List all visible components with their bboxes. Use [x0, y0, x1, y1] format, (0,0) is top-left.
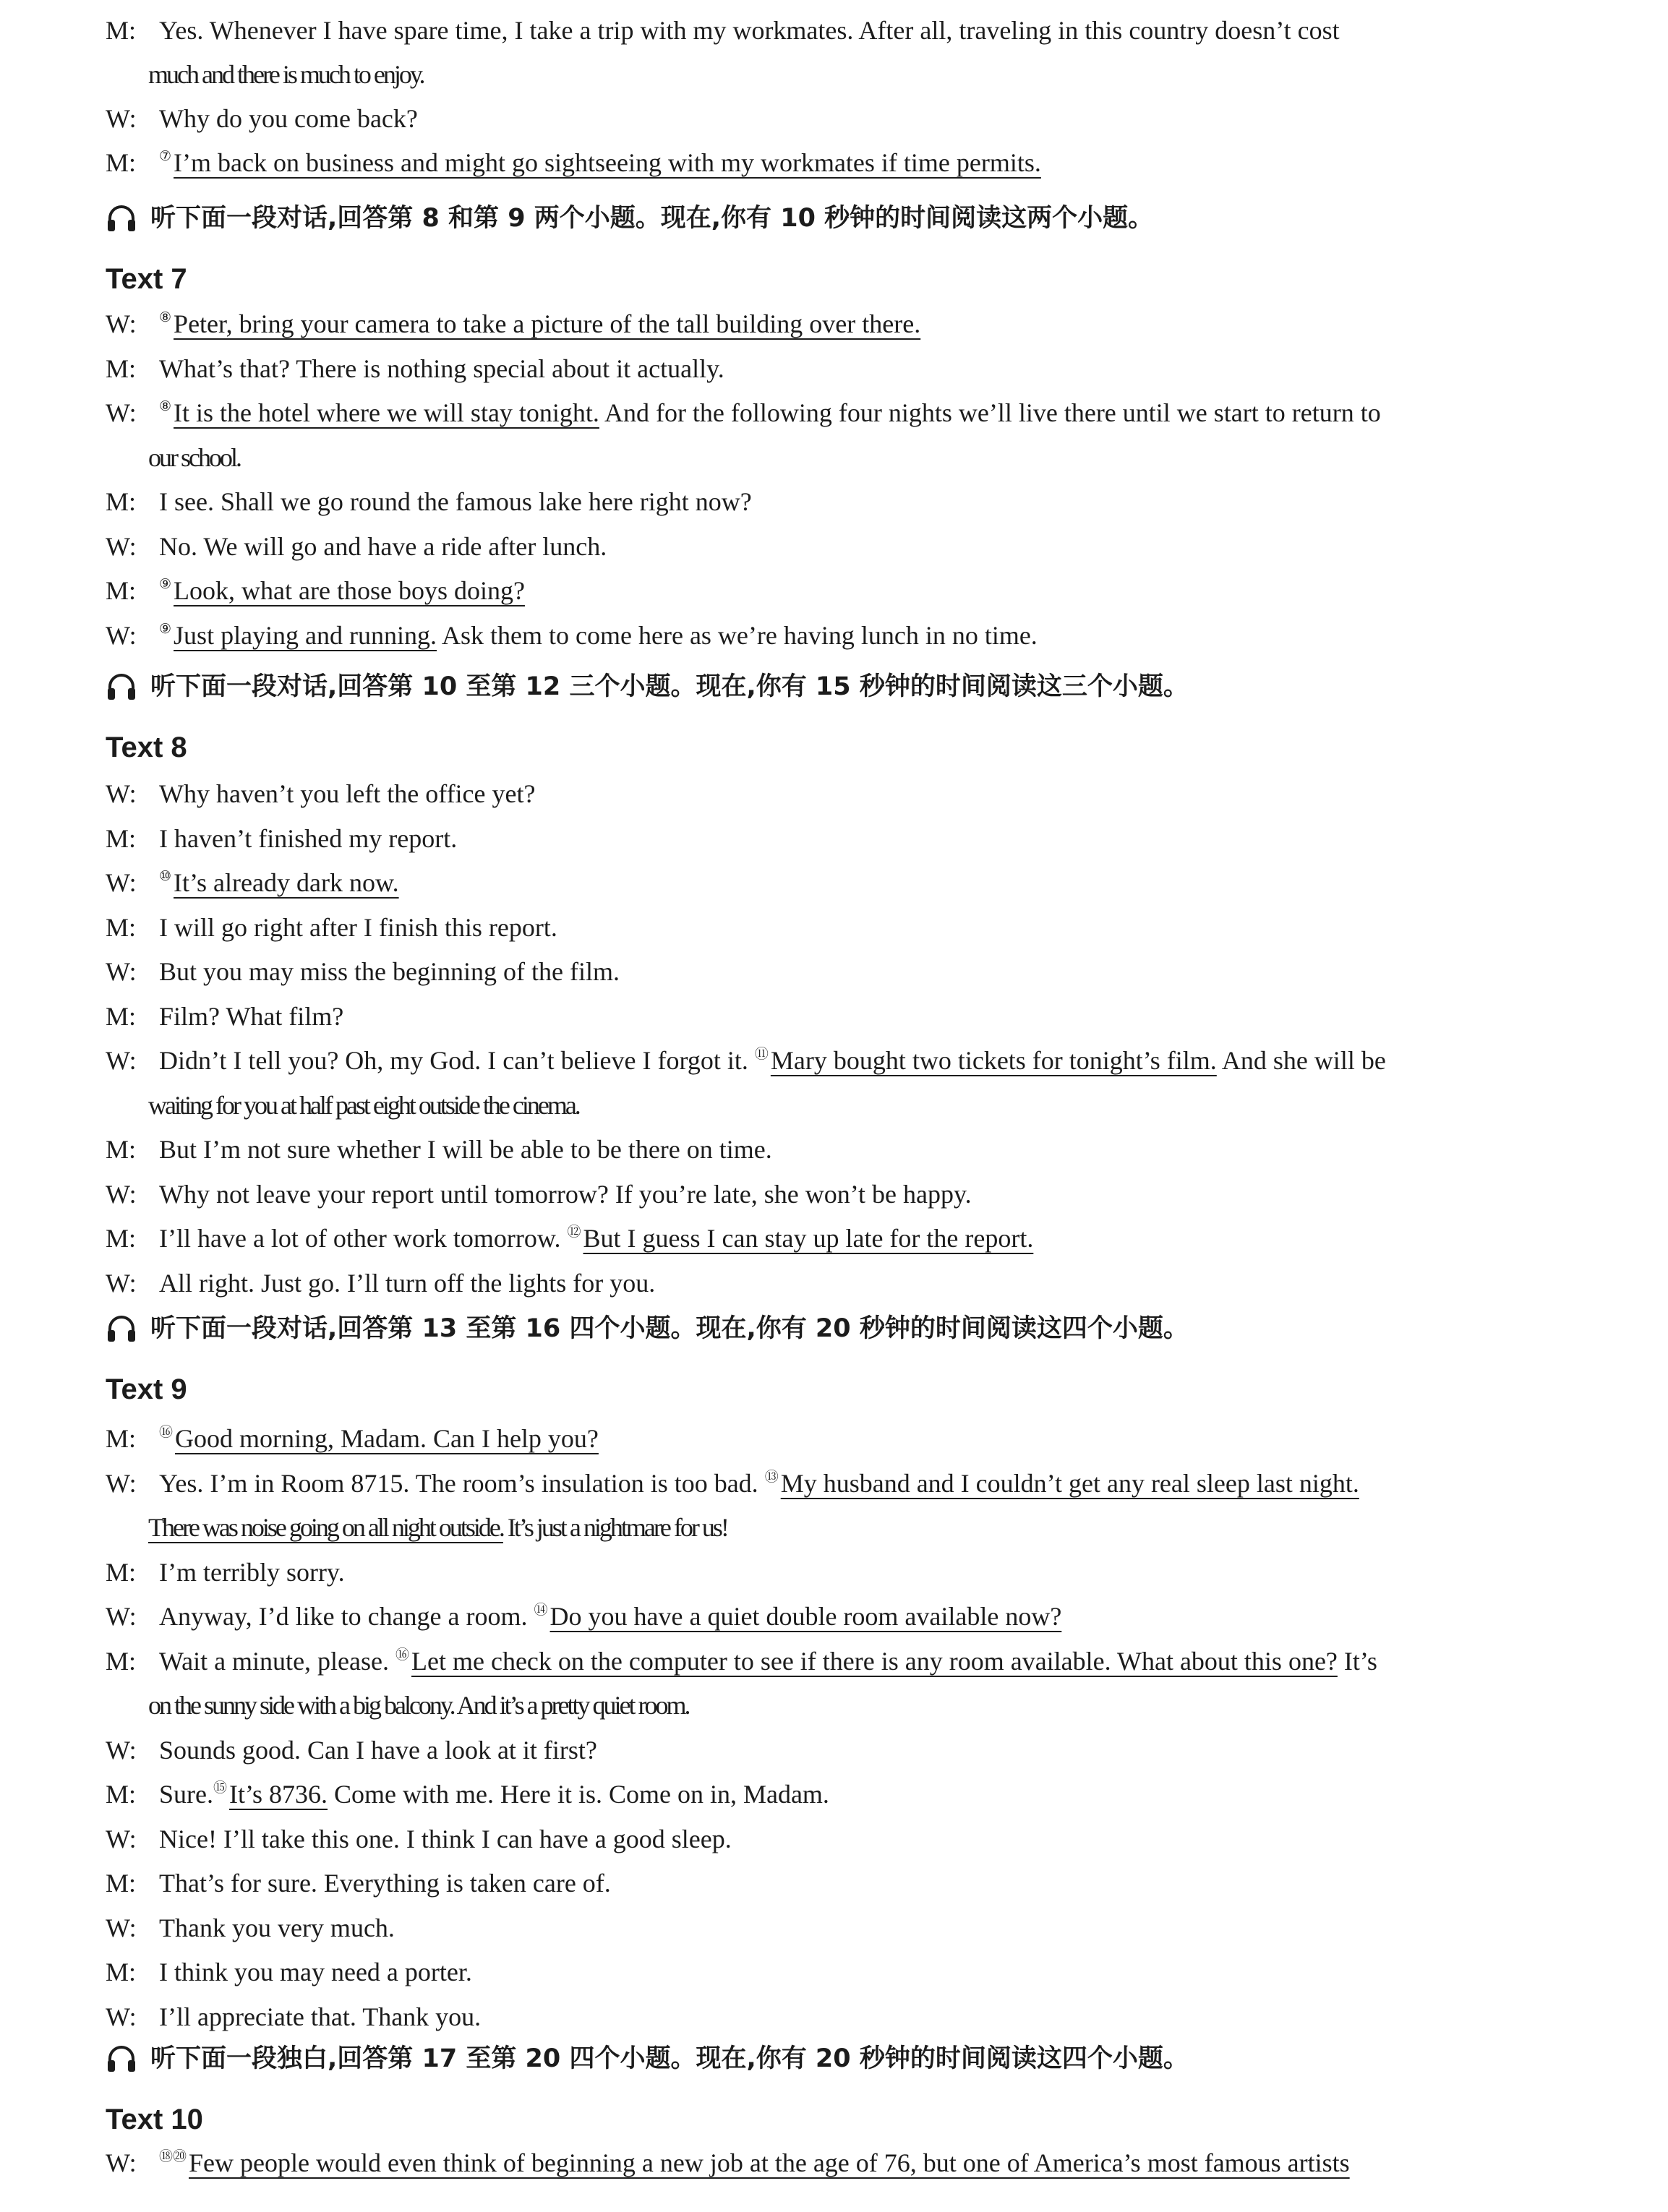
dialogue-line — [106, 302, 1596, 346]
speaker-label: W: — [106, 868, 137, 897]
speaker-label: W: — [106, 1824, 137, 1853]
dialogue-text: That’s for sure. Everything is taken care of. — [159, 1869, 611, 1898]
dialogue-text: I’ll appreciate that. Thank you. — [159, 2002, 482, 2031]
speaker-label: M: — [106, 823, 137, 853]
underlined-answer-text: It’s 8736. — [229, 1780, 328, 1809]
dialogue-line — [106, 1173, 1596, 1216]
dialogue-line — [106, 347, 1596, 390]
dialogue-line — [106, 772, 1596, 815]
speaker-label: W: — [106, 1046, 137, 1075]
text7-heading: Text 7 — [106, 263, 187, 295]
speaker-label: W: — [106, 779, 137, 808]
instruction-text: 听下面一段对话,回答第 13 至第 16 四个小题。现在,你有 20 秒钟的时间阅读这四个小题。 — [150, 1314, 1189, 1343]
dialogue-line — [106, 97, 1596, 140]
speaker-label: W: — [106, 398, 137, 427]
question-number-marker: ⑫ — [567, 1225, 581, 1240]
underlined-answer-text: It’s already dark now. — [174, 868, 399, 897]
underlined-answer-text: Do you have a quiet double room available now? — [549, 1602, 1062, 1631]
question-number-marker: ⑨ — [159, 621, 172, 637]
dialogue-line — [106, 525, 1596, 568]
dialogue-line-continuation — [148, 1684, 1639, 1727]
dialogue-line — [106, 1261, 1596, 1305]
speaker-label: W: — [106, 1602, 137, 1631]
dialogue-line — [106, 1772, 1596, 1816]
question-number-marker: ⑨ — [159, 577, 172, 592]
dialogue-text: Sure. — [159, 1780, 213, 1809]
dialogue-line — [106, 1728, 1596, 1772]
dialogue-line-continuation — [148, 1506, 1639, 1549]
speaker-label: W: — [106, 309, 137, 338]
instruction-text: 听下面一段独白,回答第 17 至第 20 四个小题。现在,你有 20 秒钟的时间阅读这四个小题。 — [150, 2044, 1189, 2073]
underlined-answer-text: Look, what are those boys doing? — [174, 576, 525, 605]
headphone-icon — [106, 670, 137, 699]
dialogue-line — [106, 480, 1596, 523]
dialogue-text: Why haven’t you left the office yet? — [159, 779, 536, 808]
dialogue-line — [106, 817, 1596, 860]
speaker-label: M: — [106, 1557, 137, 1587]
underlined-answer-text: I’m back on business and might go sightseeing with my workmates if time permits. — [174, 148, 1041, 177]
question-number-marker: ⑬ — [764, 1469, 779, 1485]
dialogue-line-continuation — [148, 1084, 1639, 1127]
dialogue-text: I’m terribly sorry. — [159, 1557, 345, 1587]
dialogue-text: And she will be — [1216, 1046, 1386, 1075]
dialogue-line — [106, 1639, 1596, 1683]
speaker-label: M: — [106, 1135, 137, 1164]
speaker-label: W: — [106, 1913, 137, 1942]
speaker-label: M: — [106, 16, 137, 45]
speaker-label: W: — [106, 620, 137, 650]
headphone-icon — [106, 2042, 137, 2071]
speaker-label: M: — [106, 1224, 137, 1253]
dialogue-text: I will go right after I finish this report. — [159, 912, 557, 942]
instruction-2 — [106, 664, 1189, 710]
speaker-label: M: — [106, 1646, 137, 1676]
dialogue-line — [106, 1861, 1596, 1905]
dialogue-text: It’s — [1337, 1646, 1377, 1676]
text9-heading: Text 9 — [106, 1373, 187, 1405]
instruction-text: 听下面一段对话,回答第 10 至第 12 三个小题。现在,你有 15 秒钟的时间阅读这三个小题。 — [150, 672, 1189, 701]
dialogue-text: Why do you come back? — [159, 104, 418, 133]
speaker-label: M: — [106, 487, 137, 516]
dialogue-line — [106, 9, 1596, 52]
dialogue-text: I’ll have a lot of other work tomorrow. — [159, 1224, 568, 1253]
question-number-marker: ⑮ — [213, 1780, 228, 1796]
question-number-marker: ⑯ — [159, 1425, 174, 1440]
dialogue-text: Anyway, I’d like to change a room. — [159, 1602, 534, 1631]
dialogue-line — [106, 1462, 1596, 1505]
underlined-answer-text: Few people would even think of beginning a new job at the age of 76, but one of America’s most famous artists — [189, 2148, 1350, 2177]
question-number-marker: ⑱⑳ — [159, 2149, 187, 2164]
dialogue-text: our school. — [148, 442, 240, 472]
underlined-answer-text: There was noise going on all night outside. — [148, 1513, 503, 1542]
text8-heading: Text 8 — [106, 732, 187, 763]
dialogue-text: Ask them to come here as we’re having lunch in no time. — [437, 620, 1038, 650]
dialogue-line — [106, 950, 1596, 993]
dialogue-line — [106, 1217, 1596, 1260]
speaker-label: M: — [106, 148, 137, 177]
dialogue-line — [106, 906, 1596, 949]
dialogue-text: I think you may need a porter. — [159, 1958, 472, 1986]
dialogue-text: much and there is much to enjoy. — [148, 60, 424, 89]
dialogue-text: Sounds good. Can I have a look at it first? — [159, 1735, 597, 1765]
dialogue-line — [106, 1817, 1596, 1861]
speaker-label: W: — [106, 2002, 137, 2031]
question-number-marker: ⑩ — [159, 869, 172, 884]
instruction-1 — [106, 195, 1153, 241]
dialogue-line — [106, 1551, 1596, 1594]
text10-heading: Text 10 — [106, 2104, 203, 2135]
speaker-label: M: — [106, 353, 137, 383]
speaker-label: W: — [106, 957, 137, 986]
underlined-answer-text: My husband and I couldn’t get any real sleep last night. — [780, 1468, 1359, 1498]
dialogue-text: I see. Shall we go round the famous lake here right now? — [159, 487, 752, 516]
dialogue-text: Why not leave your report until tomorrow? If you’re late, she won’t be happy. — [159, 1179, 972, 1209]
dialogue-text: Come with me. Here it is. Come on in, Madam. — [328, 1780, 829, 1809]
underlined-answer-text: Let me check on the computer to see if there is any room available. What about this one? — [411, 1646, 1338, 1676]
dialogue-text: All right. Just go. I’ll turn off the lights for you. — [159, 1268, 656, 1298]
dialogue-text: What’s that? There is nothing special about it actually. — [159, 353, 724, 383]
speaker-label: M: — [106, 912, 137, 942]
instruction-3 — [106, 1306, 1189, 1352]
dialogue-text: It’s just a nightmare for us! — [502, 1513, 727, 1542]
underlined-answer-text: Peter, bring your camera to take a picture of the tall building over there. — [174, 309, 921, 338]
question-number-marker: ⑭ — [534, 1603, 548, 1618]
speaker-label: M: — [106, 576, 137, 605]
headphone-icon — [106, 202, 137, 231]
underlined-answer-text: Just playing and running. — [174, 620, 437, 650]
dialogue-line — [106, 141, 1596, 184]
dialogue-text: I haven’t finished my report. — [159, 823, 458, 853]
dialogue-line — [106, 995, 1596, 1038]
instruction-4 — [106, 2036, 1189, 2082]
speaker-label: W: — [106, 1468, 137, 1498]
dialogue-text: waiting for you at half past eight outside the cinema. — [148, 1090, 579, 1120]
dialogue-line — [106, 1128, 1596, 1171]
dialogue-text: And for the following four nights we’ll live there until we start to return to — [599, 398, 1381, 427]
question-number-marker: ⑯ — [395, 1647, 410, 1663]
dialogue-line — [106, 1950, 1596, 1994]
dialogue-line-continuation — [148, 436, 1639, 479]
dialogue-line-continuation — [148, 53, 1639, 96]
instruction-text: 听下面一段对话,回答第 8 和第 9 两个小题。现在,你有 10 秒钟的时间阅读这两个小题。 — [150, 204, 1154, 233]
speaker-label: W: — [106, 2148, 137, 2177]
dialogue-line — [106, 1039, 1596, 1082]
dialogue-line — [106, 2141, 1596, 2185]
speaker-label: M: — [106, 1001, 137, 1031]
dialogue-text: No. We will go and have a ride after lunch. — [159, 531, 607, 561]
question-number-marker: ⑦ — [159, 149, 172, 164]
underlined-answer-text: Good morning, Madam. Can I help you? — [175, 1424, 599, 1453]
dialogue-text: But I’m not sure whether I will be able to be there on time. — [159, 1135, 772, 1164]
dialogue-line — [106, 1595, 1596, 1638]
dialogue-line — [106, 1995, 1596, 2039]
question-number-marker: ⑧ — [159, 399, 172, 414]
question-number-marker: ⑪ — [754, 1047, 769, 1062]
dialogue-line — [106, 614, 1596, 657]
dialogue-line — [106, 1417, 1596, 1460]
dialogue-text: Didn’t I tell you? Oh, my God. I can’t believe I forgot it. — [159, 1046, 755, 1075]
dialogue-text: Film? What film? — [159, 1001, 344, 1031]
dialogue-text: on the sunny side with a big balcony. And it’s a pretty quiet room. — [148, 1691, 689, 1720]
speaker-label: M: — [106, 1780, 137, 1809]
headphone-icon — [106, 1312, 137, 1341]
dialogue-line — [106, 391, 1596, 434]
speaker-label: W: — [106, 531, 137, 561]
dialogue-text: Yes. I’m in Room 8715. The room’s insulation is too bad. — [159, 1468, 765, 1498]
dialogue-text: Thank you very much. — [159, 1913, 395, 1942]
dialogue-text: Wait a minute, please. — [159, 1646, 395, 1676]
dialogue-line — [106, 861, 1596, 904]
underlined-answer-text: But I guess I can stay up late for the report. — [583, 1224, 1034, 1253]
dialogue-text: Yes. Whenever I have spare time, I take a trip with my workmates. After all, traveling in this country doesn’t cost — [159, 16, 1340, 45]
dialogue-text: But you may miss the beginning of the film. — [159, 957, 620, 986]
speaker-label: M: — [106, 1869, 137, 1898]
speaker-label: W: — [106, 1268, 137, 1298]
dialogue-line — [106, 1906, 1596, 1950]
speaker-label: W: — [106, 104, 137, 133]
speaker-label: W: — [106, 1735, 137, 1765]
underlined-answer-text: It is the hotel where we will stay tonight. — [174, 398, 599, 427]
speaker-label: M: — [106, 1424, 137, 1453]
dialogue-line — [106, 569, 1596, 612]
speaker-label: W: — [106, 1179, 137, 1209]
dialogue-text: Nice! I’ll take this one. I think I can have a good sleep. — [159, 1824, 732, 1853]
question-number-marker: ⑧ — [159, 310, 172, 325]
underlined-answer-text: Mary bought two tickets for tonight’s film. — [770, 1046, 1217, 1075]
speaker-label: M: — [106, 1958, 137, 1986]
